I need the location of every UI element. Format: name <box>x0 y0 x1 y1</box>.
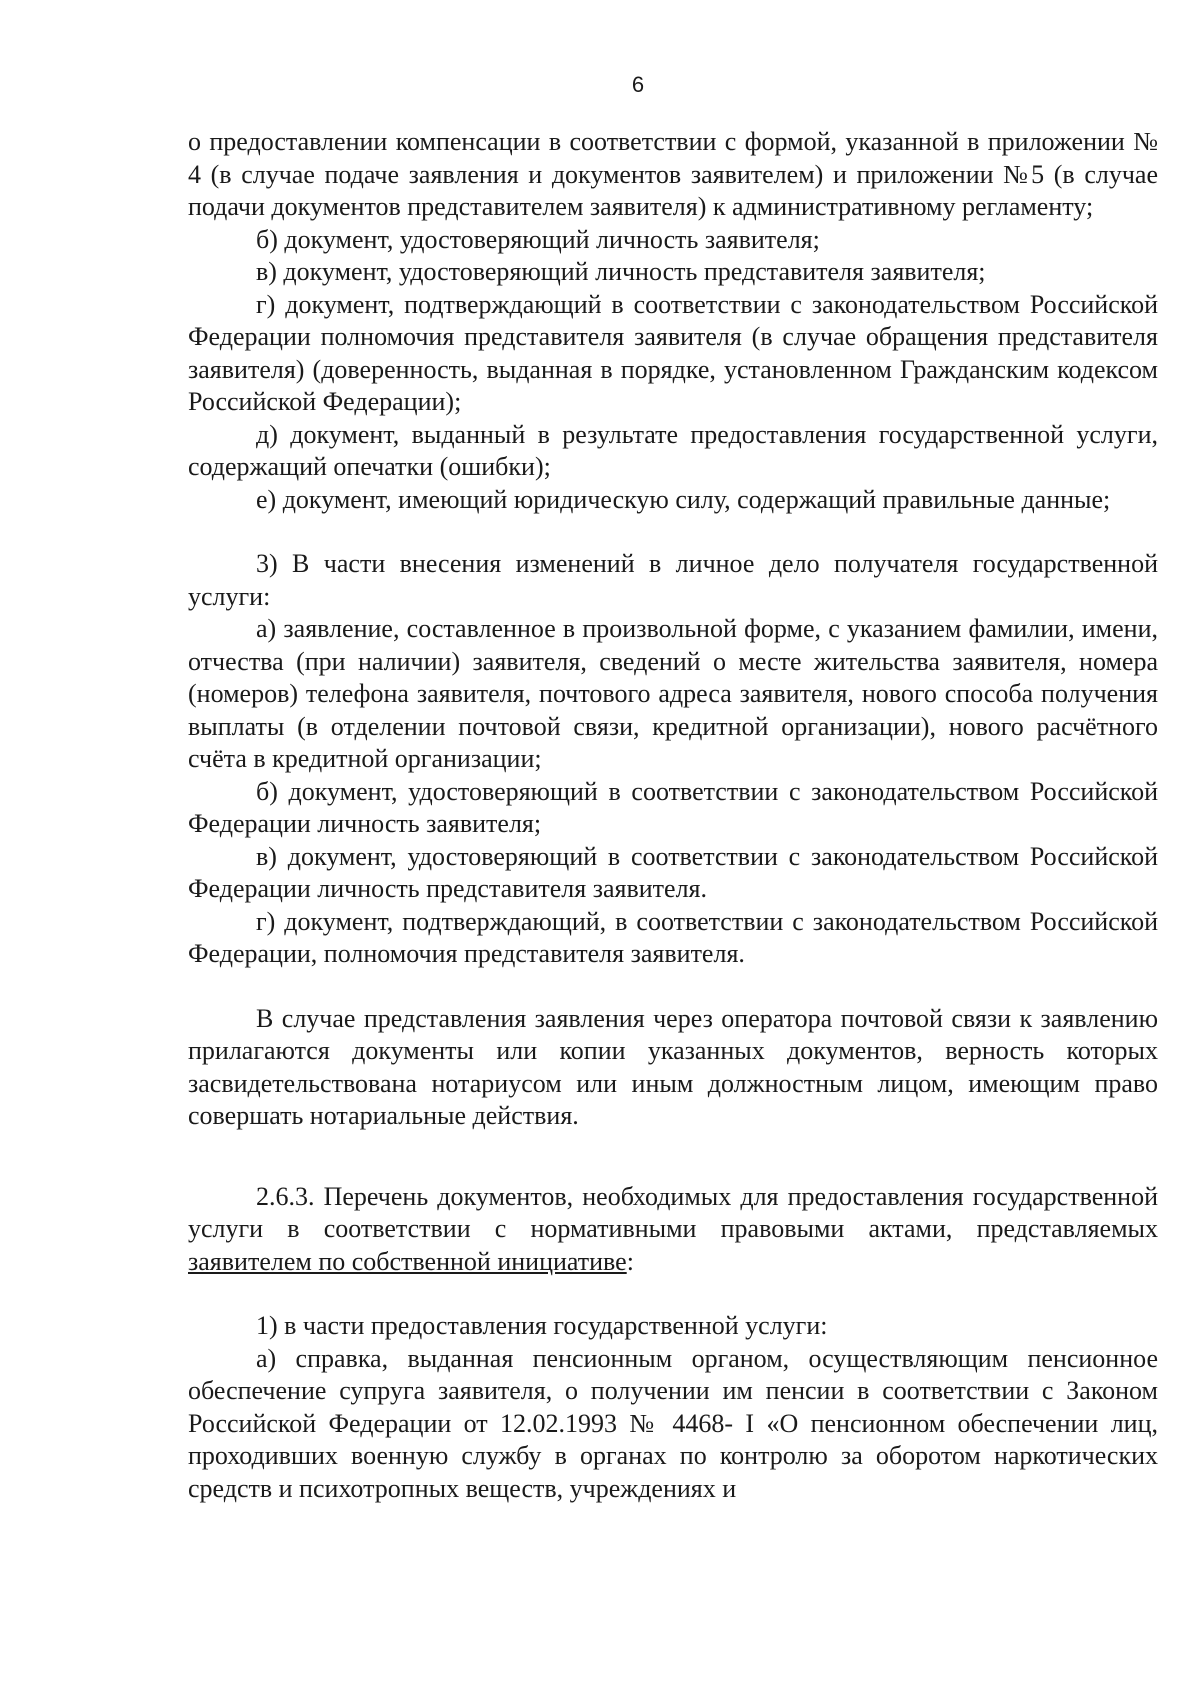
paragraph: в) документ, удостоверяющий в соответствии с законодательством Российской Федерации личность представителя заявителя. <box>188 841 1158 903</box>
spacer <box>188 1278 1158 1310</box>
paragraph: В случае представления заявления через оператора почтовой связи к заявлению прилагаются документы или копии указанных документов, верность которых засвидетельствована нотариусом или иным должностным лицом, имеющим право совершать нотариальные действия. <box>188 1003 1158 1130</box>
paragraph: б) документ, удостоверяющий в соответствии с законодательством Российской Федерации личность заявителя; <box>188 776 1158 838</box>
page-number: 6 <box>631 72 645 97</box>
underlined-text: заявителем по собственной инициативе <box>188 1246 627 1276</box>
paragraph: 1) в части предоставления государственной услуги: <box>256 1311 828 1340</box>
spacer <box>188 971 1158 1003</box>
spacer <box>188 1133 1158 1181</box>
paragraph: г) документ, подтверждающий, в соответствии с законодательством Российской Федерации, полномочия представителя заявителя. <box>188 906 1158 968</box>
section-2-6-3-paragraph <box>188 1181 1158 1279</box>
paragraph: в) документ, удостоверяющий личность представителя заявителя; <box>256 257 986 286</box>
paragraph-text: 2.6.3. Перечень документов, необходимых для предоставления государственной услуги в соответствии с нормативными правовыми актами, представляемых <box>188 1181 1158 1243</box>
paragraph: г) документ, подтверждающий в соответствии с законодательством Российской Федерации полномочия представителя заявителя (в случае обращения представителя заявителя) (доверенность, выданная в порядке, установленном Гражданским кодексом Российской Федерации); <box>188 289 1158 416</box>
paragraph: д) документ, выданный в результате предоставления государственной услуги, содержащий опечатки (ошибки); <box>188 419 1158 481</box>
paragraph: а) заявление, составленное в произвольной форме, с указанием фамилии, имени, отчества (при наличии) заявителя, сведений о месте жительства заявителя, номера (номеров) телефона заявителя, почтового адреса заявителя, нового способа получения выплаты (в отделении почтовой связи, кредитной организации), нового расчётного счёта в кредитной организации; <box>188 614 1158 773</box>
paragraph: а) справка, выданная пенсионным органом, осуществляющим пенсионное обеспечение супруга заявителя, о получении им пенсии в соответствии с Законом Российской Федерации от 12.02.1993 № 4468- I «О пенсионном обеспечении лиц, проходивших военную службу в органах по контролю за оборотом наркотических средств и психотропных веществ, учреждениях и <box>188 1343 1158 1503</box>
paragraph: 3) В части внесения изменений в личное дело получателя государственной услуги: <box>188 549 1158 611</box>
paragraph: е) документ, имеющий юридическую силу, содержащий правильные данные; <box>256 484 1111 514</box>
paragraph: б) документ, удостоверяющий личность заявителя; <box>256 224 820 254</box>
document-body <box>188 126 1158 1505</box>
paragraph-text: : <box>626 1246 634 1276</box>
paragraph: о предоставлении компенсации в соответствии с формой, указанной в приложении № 4 (в случае подаче заявления и документов заявителем) и приложении №5 (в случае подачи документов представителем заявителя) к административному регламенту; <box>188 127 1158 221</box>
spacer <box>188 516 1158 548</box>
